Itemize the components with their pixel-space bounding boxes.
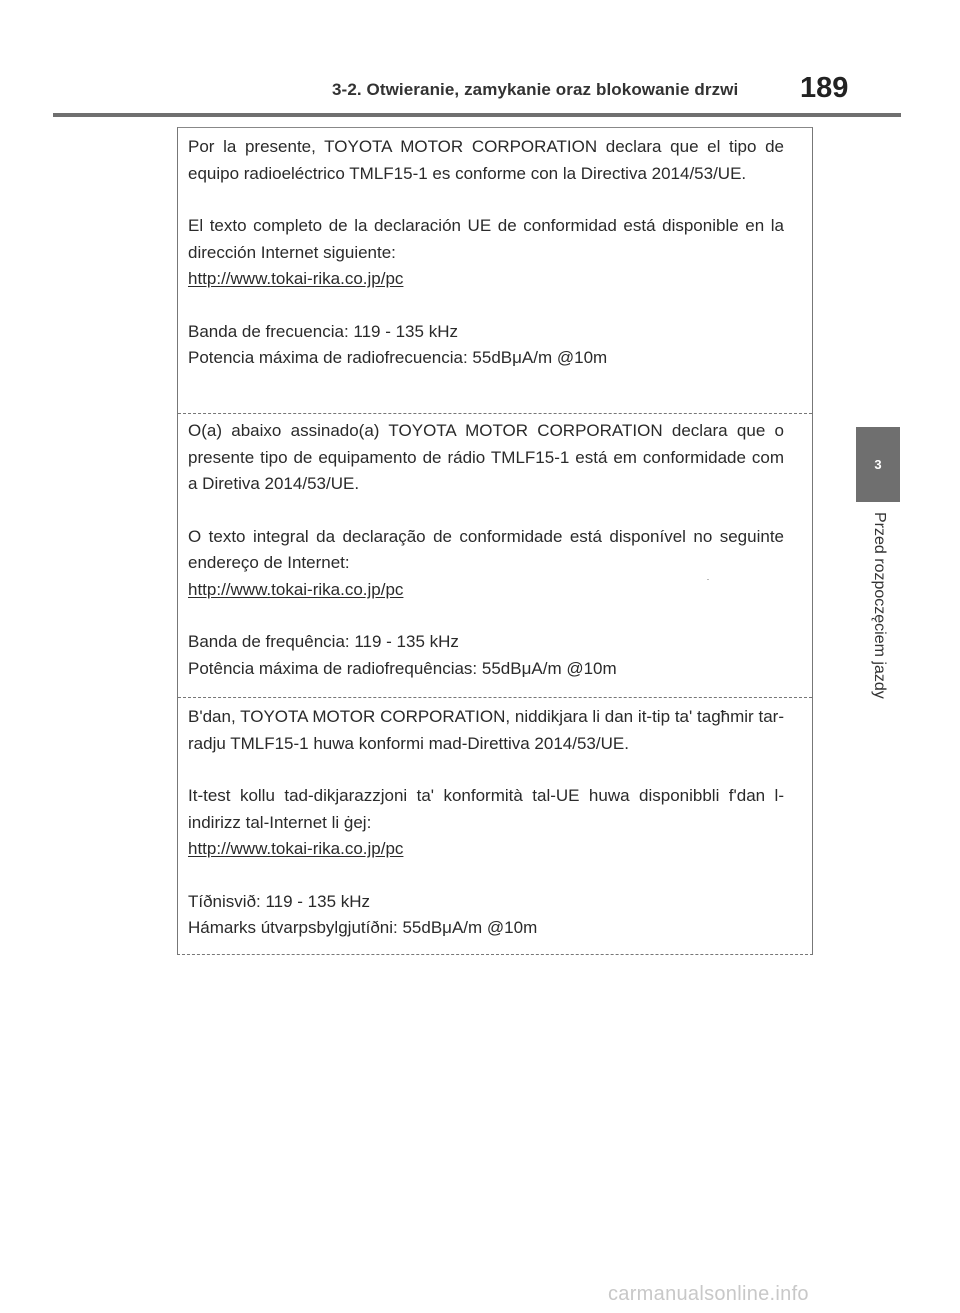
chapter-tab — [856, 427, 900, 502]
watermark: carmanualsonline.info — [608, 1283, 809, 1305]
declaration-url-link[interactable]: http://www.tokai-rika.co.jp/pc — [188, 579, 404, 599]
declaration-availability: O texto integral da declaração de conformidade está disponível no seguinte endereço de Internet: — [188, 526, 784, 572]
frequency-band: Banda de frequência: 119 - 135 kHz — [188, 632, 459, 651]
frequency-band: Tíðnisvið: 119 - 135 kHz — [188, 891, 371, 911]
page-number: 189 — [800, 72, 849, 104]
scan-dot — [707, 579, 709, 580]
chapter-title: Przed rozpoczęciem jazdy — [871, 512, 888, 699]
declaration-availability: El texto completo de la declaración UE de conformidad está disponible en la dirección Internet siguiente: — [188, 216, 784, 262]
declaration-statement: B'dan, TOYOTA MOTOR CORPORATION, niddikjara li dan it-tip ta' tagħmir tar-radju TMLF15-1 huwa konformi mad-Direttiva 2014/53/UE. — [188, 707, 784, 753]
declaration-statement: Por la presente, TOYOTA MOTOR CORPORATION declara que el tipo de equipo radioeléctrico TMLF15-1 es conforme con la Directiva 2014/53/UE. — [188, 137, 784, 183]
declaration-maltese — [188, 704, 784, 942]
declaration-statement: O(a) abaixo assinado(a) TOYOTA MOTOR CORPORATION declara que o presente tipo de equipamento de rádio TMLF15-1 está em conformidade com a Diretiva 2014/53/UE. — [188, 421, 784, 493]
declaration-spanish — [188, 134, 784, 372]
section-divider — [178, 413, 812, 414]
declaration-portuguese — [188, 418, 784, 682]
header-rule — [53, 113, 901, 117]
declaration-availability: It-test kollu tad-dikjarazzjoni ta' konformità tal-UE huwa disponibbli f'dan l-indirizz tal-Internet li ġej: — [188, 786, 784, 832]
declaration-url-link[interactable]: http://www.tokai-rika.co.jp/pc — [188, 269, 404, 288]
max-power: Potência máxima de radiofrequências: 55dBμA/m @10m — [188, 658, 617, 678]
frequency-band: Banda de frecuencia: 119 - 135 kHz — [188, 321, 458, 341]
section-title: 3-2. Otwieranie, zamykanie oraz blokowanie drzwi — [332, 80, 739, 99]
max-power: Potencia máxima de radiofrecuencia: 55dBμA/m @10m — [188, 348, 608, 367]
declaration-url-link[interactable]: http://www.tokai-rika.co.jp/pc — [188, 839, 404, 858]
max-power: Hámarks útvarpsbylgjutíðni: 55dBμA/m @10m — [188, 918, 538, 937]
chapter-number: 3 — [874, 457, 882, 472]
section-divider — [178, 697, 812, 698]
